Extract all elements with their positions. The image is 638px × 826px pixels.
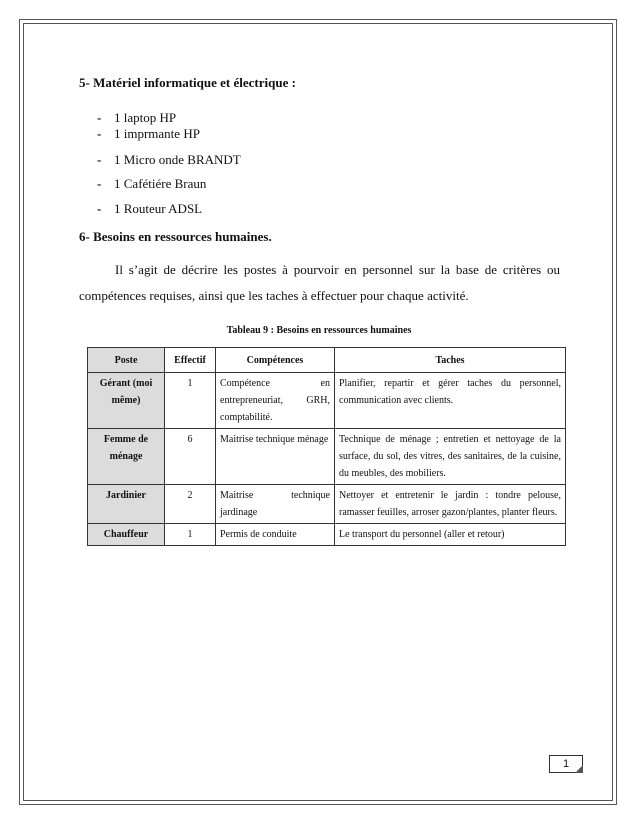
list-item (97, 110, 176, 126)
section-6-heading: 6- Besoins en ressources humaines. (79, 229, 272, 244)
dash-bullet: - (97, 152, 102, 167)
header-competences: Compétences (216, 348, 335, 373)
dash-bullet: - (97, 110, 102, 125)
header-taches: Taches (335, 348, 566, 373)
cell-poste: Femme de ménage (88, 429, 165, 485)
cell-effectif: 1 (165, 524, 216, 546)
table-caption: Tableau 9 : Besoins en ressources humaines (226, 325, 412, 336)
cell-competences: Maitrise technique jardinage (216, 485, 335, 524)
cell-taches: Nettoyer et entretenir le jardin : tondre pelouse, ramasser feuilles, arroser gazon/plantes, planter fleurs. (335, 485, 566, 524)
cell-competences: Permis de conduite (216, 524, 335, 546)
list-item-text: 1 laptop HP (114, 110, 177, 125)
cell-effectif: 2 (165, 485, 216, 524)
table-header-row (88, 348, 566, 373)
cell-competences: Compétence en entrepreneuriat, GRH, comptabilité. (216, 373, 335, 429)
page-number: 1 (549, 755, 583, 773)
list-item (97, 201, 202, 217)
section-5-heading: 5- Matériel informatique et électrique : (79, 75, 296, 90)
list-item-text: 1 Micro onde BRANDT (114, 152, 241, 167)
intro-paragraph-line-1: Il s’agit de décrire les postes à pourvoir en personnel sur la base de critères ou (115, 262, 560, 277)
cell-poste: Chauffeur (88, 524, 165, 546)
intro-paragraph-line-2: compétences requises, ainsi que les taches à effectuer pour chaque activité. (79, 288, 469, 303)
cell-taches: Planifier, repartir et gérer taches du personnel, communication avec clients. (335, 373, 566, 429)
table-row (88, 373, 566, 429)
cell-taches: Technique de ménage ; entretien et nettoyage de la surface, du sol, des vitres, des sanitaires, de la cuisine, du meubles, des mobiliers. (335, 429, 566, 485)
list-item (97, 126, 200, 142)
cell-poste: Jardinier (88, 485, 165, 524)
hr-needs-table (87, 347, 566, 546)
list-item-text: 1 imprmante HP (114, 126, 200, 141)
dash-bullet: - (97, 126, 102, 141)
dash-bullet: - (97, 201, 102, 216)
header-effectif: Effectif (165, 348, 216, 373)
table-row (88, 485, 566, 524)
cell-taches: Le transport du personnel (aller et retour) (335, 524, 566, 546)
list-item (97, 176, 206, 192)
cell-effectif: 1 (165, 373, 216, 429)
table-row (88, 524, 566, 546)
header-poste: Poste (88, 348, 165, 373)
table-row (88, 429, 566, 485)
list-item (97, 152, 241, 168)
cell-poste: Gérant (moi même) (88, 373, 165, 429)
dash-bullet: - (97, 176, 102, 191)
cell-competences: Maitrise technique ménage (216, 429, 335, 485)
list-item-text: 1 Routeur ADSL (114, 201, 203, 216)
list-item-text: 1 Cafétiére Braun (114, 176, 207, 191)
cell-effectif: 6 (165, 429, 216, 485)
